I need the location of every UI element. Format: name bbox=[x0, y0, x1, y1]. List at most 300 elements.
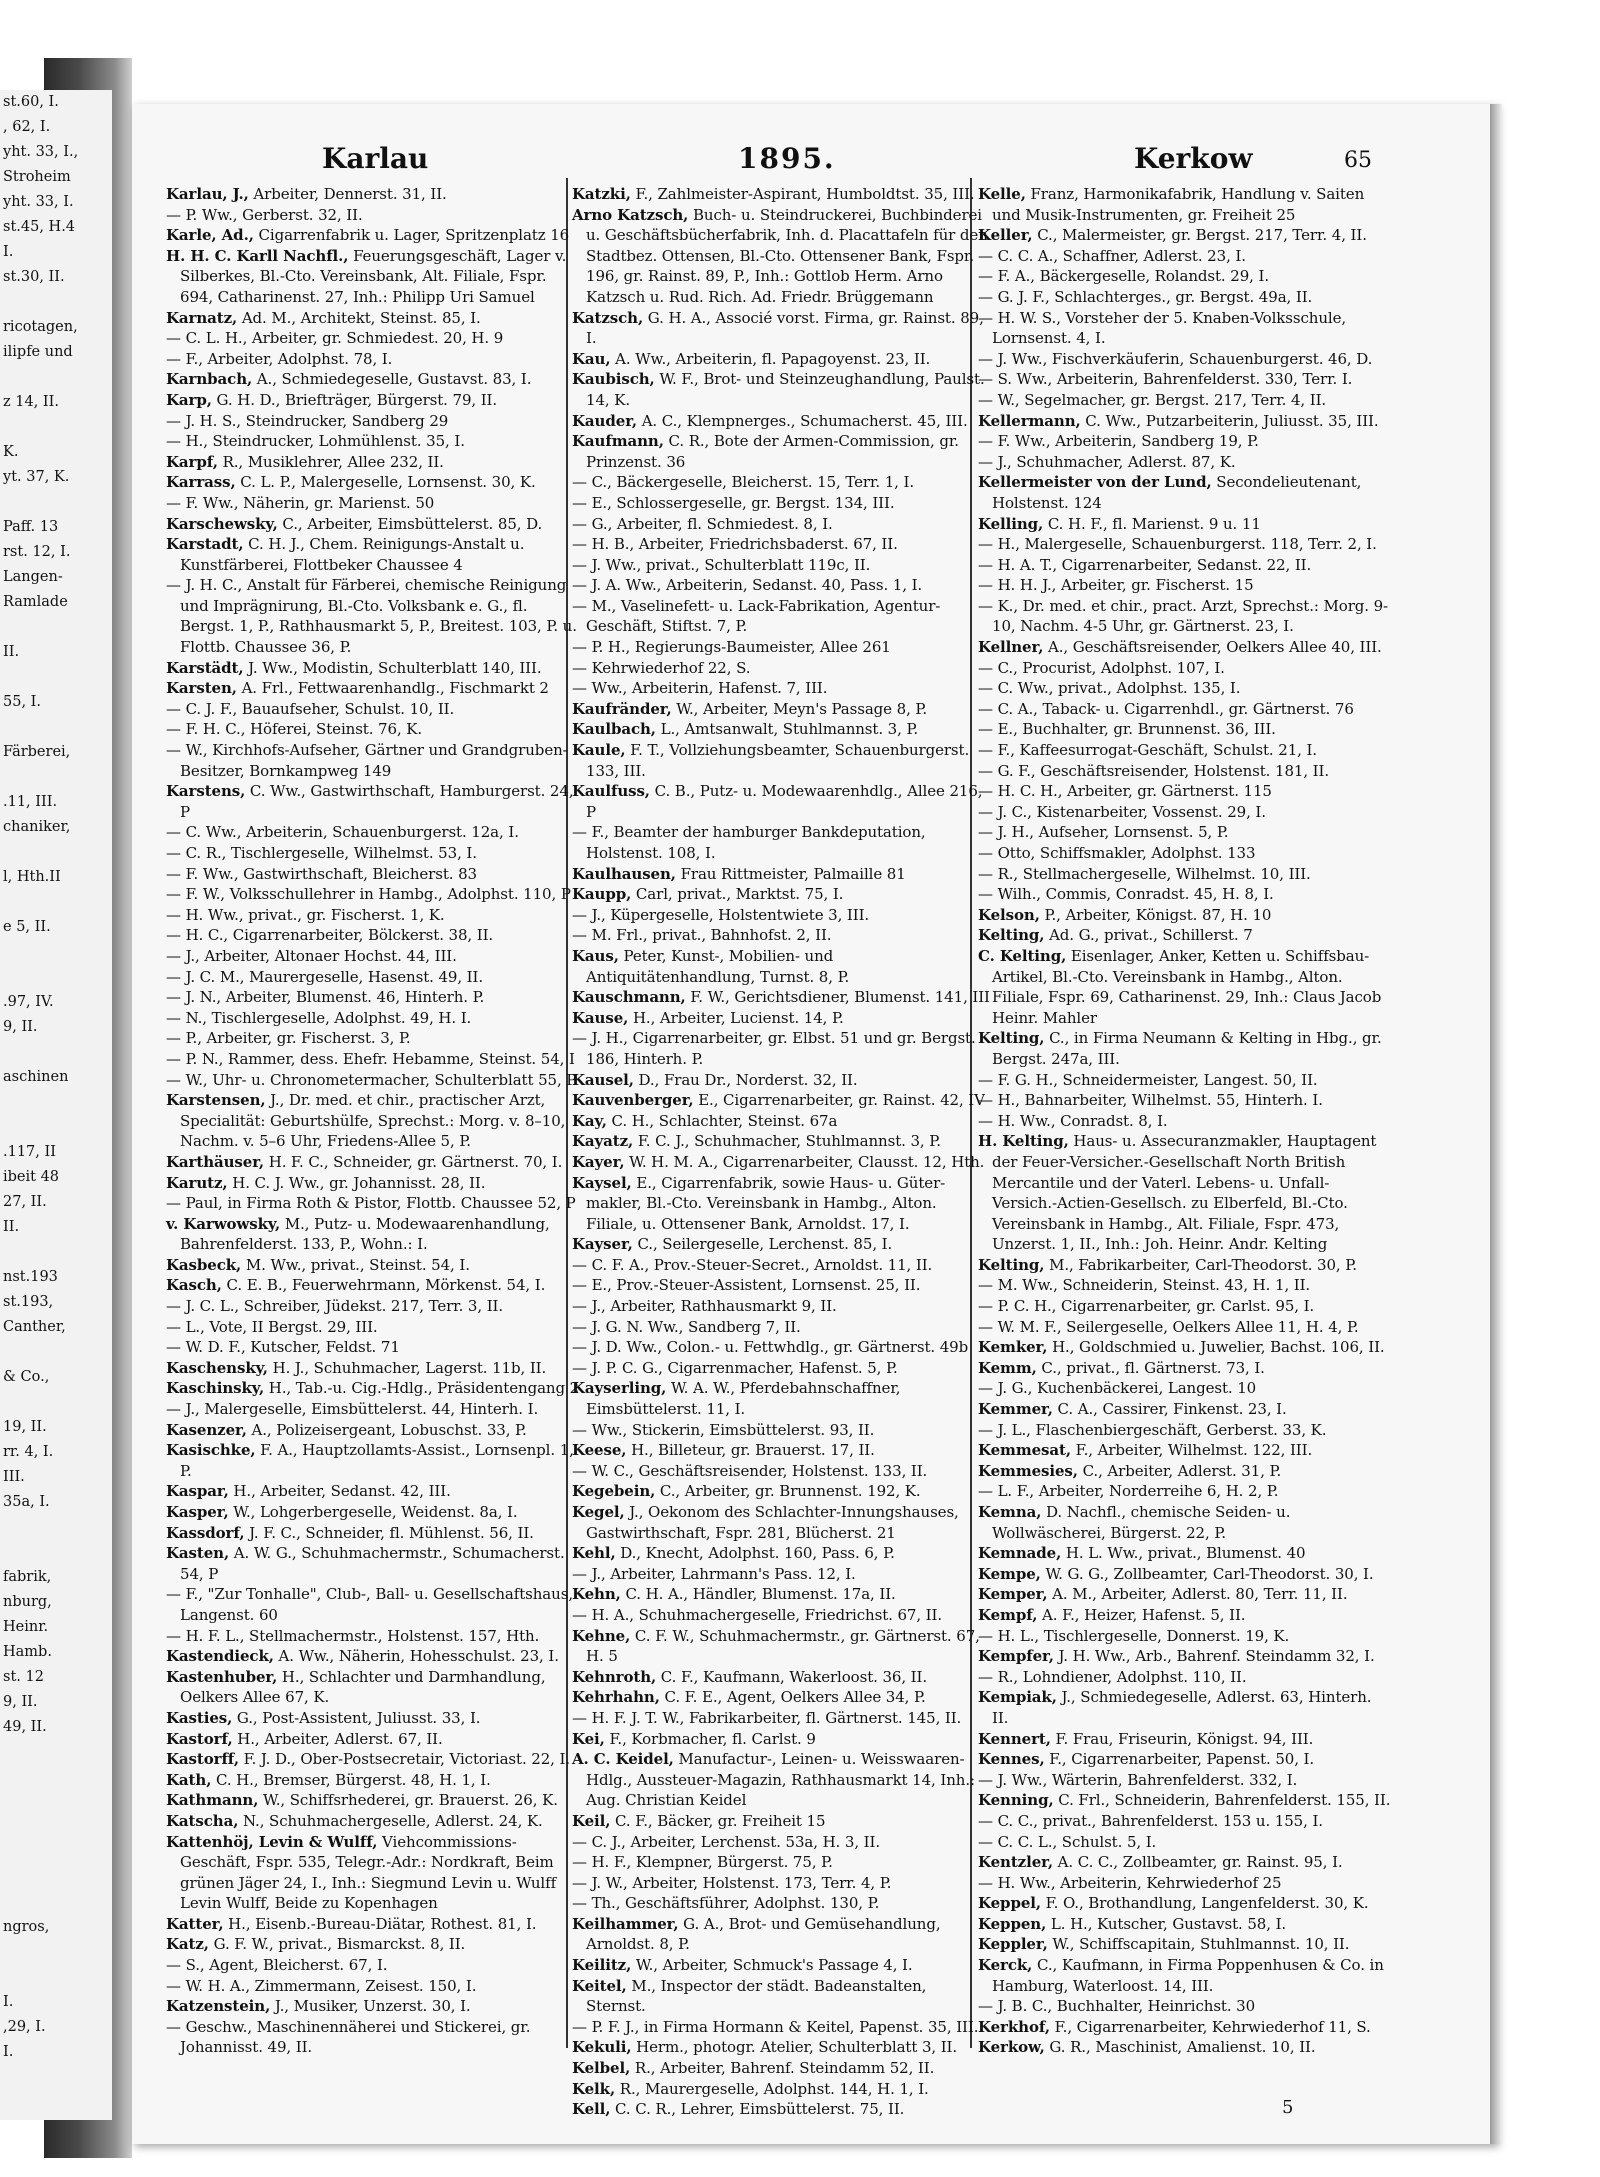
entry-details: — J. B. C., Buchhalter, Heinrichst. 30 bbox=[978, 1997, 1256, 2016]
previous-page-line: ilipfe und bbox=[3, 344, 73, 360]
directory-entry bbox=[572, 349, 990, 370]
entry-name: Katzenstein, bbox=[166, 1997, 271, 2016]
directory-entry bbox=[572, 1708, 990, 1729]
previous-page-line: nburg, bbox=[3, 1594, 52, 1610]
entry-details: — J. H. S., Steindrucker, Sandberg 29 bbox=[166, 411, 449, 430]
directory-entry bbox=[166, 1337, 584, 1358]
entry-details: — H., Bahnarbeiter, Wilhelmst. 55, Hinterh. I. bbox=[978, 1091, 1323, 1110]
directory-entry bbox=[572, 1317, 990, 1338]
entry-name: Kaule, bbox=[572, 741, 626, 760]
directory-entry bbox=[572, 1873, 990, 1894]
directory-entry bbox=[166, 308, 584, 329]
directory-entry bbox=[166, 390, 584, 411]
entry-details: C. Ww., Putzarbeiterin, Juliusst. 35, III. bbox=[1080, 411, 1379, 430]
previous-page-line bbox=[0, 940, 112, 965]
entry-details: C., in Firma Neumann & Kelting in Hbg., gr. Bergst. 247a, III. bbox=[992, 1029, 1382, 1068]
entry-details: C., Arbeiter, Adlerst. 31, P. bbox=[1077, 1461, 1282, 1480]
entry-details: H., Tab.-u. Cig.-Hdlg., Präsidentengang 2 bbox=[264, 1379, 580, 1398]
directory-entry bbox=[978, 1028, 1392, 1069]
entry-name: Karstens, bbox=[166, 782, 246, 801]
entry-details: P., Arbeiter, Königst. 87, H. 10 bbox=[1039, 905, 1272, 924]
entry-details: — F., Beamter der hamburger Bankdeputation, Holstenst. 108, I. bbox=[572, 823, 926, 862]
entry-name: H. H. C. Karll Nachfl., bbox=[166, 246, 349, 265]
previous-page-line: st.30, II. bbox=[3, 269, 65, 285]
previous-page-line: Canther, bbox=[3, 1319, 66, 1335]
directory-entry bbox=[978, 1749, 1392, 1770]
directory-entry bbox=[572, 1008, 990, 1029]
previous-page-line: I. bbox=[3, 244, 14, 260]
entry-name: A. C. Keidel, bbox=[572, 1750, 674, 1769]
directory-entry bbox=[572, 637, 990, 658]
entry-details: — Th., Geschäftsführer, Adolphst. 130, P. bbox=[572, 1894, 880, 1913]
entry-details: C. L. P., Malergeselle, Lornsenst. 30, K. bbox=[235, 473, 536, 492]
previous-page-line: .11, III. bbox=[3, 794, 58, 810]
directory-entry bbox=[572, 205, 990, 308]
directory-entry bbox=[978, 1934, 1392, 1955]
entry-name: Kayser, bbox=[572, 1235, 633, 1254]
directory-entry bbox=[572, 1687, 990, 1708]
entry-details: — E., Prov.-Steuer-Assistent, Lornsenst. 25, II. bbox=[572, 1276, 921, 1295]
directory-entry bbox=[572, 514, 990, 535]
entry-details: — J., Küpergeselle, Holstentwiete 3, III. bbox=[572, 905, 870, 924]
previous-page-line bbox=[0, 1890, 112, 1915]
entry-details: A. M., Arbeiter, Adlerst. 80, Terr. 11, II. bbox=[1047, 1585, 1348, 1604]
directory-entry bbox=[978, 1955, 1392, 1996]
directory-entry bbox=[978, 411, 1392, 432]
header-left-keyword: Karlau bbox=[322, 142, 429, 175]
entry-details: G. A., Brot- und Gemüsehandlung, Arnoldst. 8, P. bbox=[586, 1914, 941, 1954]
entry-details: — F. Ww., Näherin, gr. Marienst. 50 bbox=[166, 493, 435, 512]
entry-name: Kekuli, bbox=[572, 2038, 632, 2057]
previous-page-line bbox=[0, 1765, 112, 1790]
entry-details: — F. G. H., Schneidermeister, Langest. 50, II. bbox=[978, 1070, 1318, 1089]
directory-entry bbox=[572, 308, 990, 349]
entry-details: — R., Lohndiener, Adolphst. 110, II. bbox=[978, 1667, 1247, 1686]
entry-details: H. C. J. Ww., gr. Johannisst. 28, II. bbox=[227, 1173, 486, 1192]
entry-details: — H. B., Arbeiter, Friedrichsbaderst. 67, II. bbox=[572, 535, 898, 554]
page-number: 65 bbox=[1344, 148, 1372, 173]
directory-entry bbox=[572, 1914, 990, 1955]
directory-entry bbox=[978, 1440, 1392, 1461]
entry-details: — J. H., Aufseher, Lornsenst. 5, P. bbox=[978, 823, 1229, 842]
directory-entry bbox=[978, 1646, 1392, 1667]
previous-page-line: , 62, I. bbox=[3, 119, 51, 135]
entry-name: Kath, bbox=[166, 1770, 212, 1789]
entry-details: — F., "Zur Tonhalle", Club-, Ball- u. Gesellschaftshaus, Langenst. 60 bbox=[166, 1585, 573, 1624]
entry-details: — J. A. Ww., Arbeiterin, Sedanst. 40, Pass. 1, I. bbox=[572, 576, 923, 595]
directory-entry bbox=[978, 1317, 1392, 1338]
entry-name: Kemm, bbox=[978, 1358, 1037, 1377]
directory-entry bbox=[572, 699, 990, 720]
entry-details: — F. Ww., Gastwirthschaft, Bleicherst. 83 bbox=[166, 864, 477, 883]
previous-page-line bbox=[0, 415, 112, 440]
entry-name: Kaspar, bbox=[166, 1482, 229, 1501]
previous-page-line bbox=[0, 1815, 112, 1840]
entry-details: G. R., Maschinist, Amalienst. 10, II. bbox=[1044, 2038, 1316, 2057]
directory-entry bbox=[572, 1584, 990, 1605]
directory-entry bbox=[166, 1832, 584, 1914]
directory-entry bbox=[978, 740, 1392, 761]
entry-details: E., Cigarrenarbeiter, gr. Rainst. 42, IV bbox=[693, 1091, 985, 1110]
previous-page-line: rst. 12, I. bbox=[3, 544, 71, 560]
directory-entry bbox=[572, 1173, 990, 1235]
entry-details: Herm., photogr. Atelier, Schulterblatt 3, II. bbox=[631, 2038, 958, 2057]
directory-entry bbox=[166, 205, 584, 226]
entry-name: Kerck, bbox=[978, 1956, 1033, 1975]
previous-page-line: Stroheim bbox=[3, 169, 71, 185]
entry-details: — J. Ww., Wärterin, Bahrenfelderst. 332, I. bbox=[978, 1770, 1298, 1789]
directory-entry bbox=[978, 1626, 1392, 1647]
previous-page-line: rr. 4, I. bbox=[3, 1444, 54, 1460]
entry-name: Kaschensky, bbox=[166, 1358, 268, 1377]
entry-details: D. Nachfl., chemische Seiden- u. Wollwäscherei, Bürgerst. 22, P. bbox=[992, 1503, 1291, 1542]
entry-details: A., Schmiedegeselle, Gustavst. 83, I. bbox=[252, 370, 532, 389]
entry-name: Karsten, bbox=[166, 679, 237, 698]
column-3 bbox=[978, 184, 1392, 2057]
entry-details: C. B., Putz- u. Modewaarenhdlg., Allee 216, P bbox=[586, 782, 983, 821]
entry-details: — Geschw., Maschinennäherei und Stickerei, gr. Johannisst. 49, II. bbox=[166, 2017, 531, 2057]
directory-entry bbox=[166, 946, 584, 967]
directory-entry bbox=[978, 575, 1392, 596]
entry-details: A., Polizeisergeant, Lobuschst. 33, P. bbox=[246, 1420, 527, 1439]
entry-name: Kelting, bbox=[978, 1255, 1045, 1274]
directory-entry bbox=[572, 2079, 990, 2100]
directory-entry bbox=[978, 1667, 1392, 1688]
directory-entry bbox=[978, 1420, 1392, 1441]
directory-entry bbox=[978, 1255, 1392, 1276]
entry-details: Feuerungsgeschäft, Lager v. Silberkes, Bl.-Cto. Vereinsbank, Alt. Filiale, Fspr. 694, Catharinenst. 27, Inh.: Philipp Uri Samuel bbox=[180, 246, 567, 306]
entry-details: C. R., Bote der Armen-Commission, gr. Prinzenst. 36 bbox=[586, 432, 959, 471]
entry-name: Kayer, bbox=[572, 1152, 625, 1171]
entry-details: — W., Kirchhofs-Aufseher, Gärtner und Grandgruben-Besitzer, Bornkampweg 149 bbox=[166, 741, 568, 780]
directory-entry bbox=[166, 1378, 584, 1399]
directory-entry bbox=[166, 822, 584, 843]
entry-name: Katzki, bbox=[572, 185, 631, 203]
directory-entry bbox=[978, 266, 1392, 287]
directory-entry bbox=[166, 184, 584, 205]
directory-entry bbox=[572, 1893, 990, 1914]
directory-entry bbox=[572, 1152, 990, 1173]
entry-details: C. F., Bäcker, gr. Freiheit 15 bbox=[610, 1811, 826, 1830]
entry-details: F., Cigarrenarbeiter, Papenst. 50, I. bbox=[1044, 1750, 1315, 1769]
directory-entry bbox=[978, 1337, 1392, 1358]
directory-entry bbox=[166, 1976, 584, 1997]
previous-page-line: .97, IV. bbox=[3, 994, 54, 1010]
entry-name: Kasper, bbox=[166, 1503, 229, 1521]
directory-entry bbox=[166, 1646, 584, 1667]
entry-details: H., Arbeiter, Lucienst. 14, P. bbox=[628, 1008, 844, 1027]
entry-details: C. A., Cassirer, Finkenst. 23, I. bbox=[1052, 1400, 1287, 1419]
entry-details: — J., Schuhmacher, Adlerst. 87, K. bbox=[978, 452, 1236, 471]
directory-entry bbox=[572, 1955, 990, 1976]
directory-entry bbox=[166, 1070, 584, 1091]
entry-details: G. H. A., Associé vorst. Firma, gr. Rainst. 89, I. bbox=[586, 308, 984, 348]
entry-name: Kemper, bbox=[978, 1585, 1048, 1604]
directory-entry bbox=[572, 1090, 990, 1111]
entry-details: — C. F. A., Prov.-Steuer-Secret., Arnoldst. 11, II. bbox=[572, 1255, 933, 1274]
directory-entry bbox=[978, 596, 1392, 637]
directory-entry bbox=[978, 1852, 1392, 1873]
directory-entry bbox=[166, 967, 584, 988]
directory-entry bbox=[166, 781, 584, 822]
entry-name: Kastorff, bbox=[166, 1750, 239, 1769]
entry-details: — J. L., Flaschenbiergeschäft, Gerberst. 33, K. bbox=[978, 1420, 1327, 1439]
entry-name: Kenning, bbox=[978, 1791, 1054, 1810]
directory-entry bbox=[572, 575, 990, 596]
entry-name: Kasbeck, bbox=[166, 1255, 242, 1274]
directory-entry bbox=[166, 328, 584, 349]
entry-details: A. F., Heizer, Hafenst. 5, II. bbox=[1037, 1605, 1246, 1624]
entry-name: Kelson, bbox=[978, 905, 1040, 924]
directory-entry bbox=[978, 1564, 1392, 1585]
entry-details: — Kehrwiederhof 22, S. bbox=[572, 658, 751, 677]
entry-name: Kelling, bbox=[978, 514, 1044, 533]
entry-details: F. Frau, Friseurin, Königst. 94, III. bbox=[1050, 1729, 1314, 1748]
directory-entry bbox=[572, 1502, 990, 1543]
previous-page-line: yht. 33, I., bbox=[3, 144, 79, 160]
directory-entry bbox=[166, 1214, 584, 1255]
previous-page-line: z 14, II. bbox=[3, 394, 59, 410]
entry-details: — Wilh., Commis, Conradst. 45, H. 8, I. bbox=[978, 885, 1274, 904]
entry-details: Franz, Harmonikafabrik, Handlung v. Saiten und Musik-Instrumenten, gr. Freiheit 25 bbox=[992, 185, 1365, 224]
directory-entry bbox=[572, 1832, 990, 1853]
directory-entry bbox=[978, 514, 1392, 535]
entry-details: C., Kaufmann, in Firma Poppenhusen & Co. in Hamburg, Waterloost. 14, III. bbox=[992, 1956, 1384, 1995]
previous-page-line: nst.193 bbox=[3, 1269, 58, 1285]
entry-details: — N., Tischlergeselle, Adolphst. 49, H. I. bbox=[166, 1008, 472, 1027]
entry-name: Kasten, bbox=[166, 1544, 230, 1563]
directory-entry bbox=[978, 1502, 1392, 1543]
entry-name: Kaubisch, bbox=[572, 370, 655, 389]
entry-details: — S., Agent, Bleicherst. 67, I. bbox=[166, 1956, 388, 1975]
entry-details: Manufactur-, Leinen- u. Weisswaaren-Hdlg., Aussteuer-Magazin, Rathhausmarkt 14, Inh.: Aug. Christian Keidel bbox=[586, 1750, 975, 1810]
entry-details: — H. C. H., Arbeiter, gr. Gärtnerst. 115 bbox=[978, 782, 1272, 801]
entry-details: J. H. Ww., Arb., Bahrenf. Steindamm 32, I. bbox=[1053, 1647, 1375, 1666]
directory-entry bbox=[572, 1543, 990, 1564]
previous-page-line bbox=[0, 1840, 112, 1865]
directory-entry bbox=[978, 1914, 1392, 1935]
entry-details: Buch- u. Steindruckerei, Buchbinderei u. Geschäftsbücherfabrik, Inh. d. Placattafeln für den Stadtbez. Ottensen, Bl.-Cto. Ottensener Bank, Fspr. 196, gr. Rainst. 89, P., Inh.: Gottlob Herm. Arno Katzsch u. Rud. Rich. Ad. Friedr. Brüggemann bbox=[586, 205, 988, 306]
directory-entry bbox=[978, 390, 1392, 411]
previous-page-line: ngros, bbox=[3, 1919, 50, 1935]
entry-details: H., Eisenb.-Bureau-Diätar, Rothest. 81, I. bbox=[223, 1914, 537, 1933]
directory-entry bbox=[978, 369, 1392, 390]
directory-entry bbox=[572, 1729, 990, 1750]
previous-page-line: 19, II. bbox=[3, 1419, 47, 1435]
directory-entry bbox=[166, 1749, 584, 1770]
entry-details: W., Schiffsrhederei, gr. Brauerst. 26, K. bbox=[258, 1791, 558, 1810]
entry-details: — J. Ww., privat., Schulterblatt 119c, II. bbox=[572, 555, 871, 574]
directory-entry bbox=[166, 246, 584, 308]
entry-name: Kehne, bbox=[572, 1626, 631, 1645]
entry-details: F. A., Hauptzollamts-Assist., Lornsenpl. 1, P. bbox=[180, 1441, 574, 1480]
signature-mark: 5 bbox=[1282, 2097, 1294, 2118]
directory-entry bbox=[978, 287, 1392, 308]
directory-entry bbox=[572, 905, 990, 926]
directory-entry bbox=[572, 1358, 990, 1379]
entry-name: Keil, bbox=[572, 1811, 611, 1830]
previous-page-line: 9, II. bbox=[3, 1019, 38, 1035]
entry-details: — W. C., Geschäftsreisender, Holstenst. 133, II. bbox=[572, 1461, 928, 1480]
directory-entry bbox=[572, 1667, 990, 1688]
entry-name: Kempf, bbox=[978, 1605, 1038, 1624]
entry-name: Kaufmann, bbox=[572, 432, 664, 451]
directory-entry bbox=[166, 864, 584, 885]
previous-page-line bbox=[0, 1515, 112, 1540]
directory-entry bbox=[166, 1955, 584, 1976]
entry-name: Kellner, bbox=[978, 638, 1044, 657]
entry-details: C., Seilergeselle, Lerchenst. 85, I. bbox=[632, 1235, 893, 1254]
entry-details: H., Goldschmied u. Juwelier, Bachst. 106, II. bbox=[1047, 1338, 1385, 1357]
entry-details: — H. F., Klempner, Bürgerst. 75, P. bbox=[572, 1853, 833, 1872]
directory-entry bbox=[166, 1502, 584, 1523]
entry-details: — H. A., Schuhmachergeselle, Friedrichst. 67, II. bbox=[572, 1605, 943, 1624]
entry-name: Karutz, bbox=[166, 1173, 228, 1192]
entry-name: Kaulbach, bbox=[572, 720, 656, 739]
entry-name: Kauschmann, bbox=[572, 988, 686, 1007]
directory-entry bbox=[166, 699, 584, 720]
entry-name: Keilhammer, bbox=[572, 1914, 679, 1933]
previous-page-line: III. bbox=[3, 1469, 25, 1485]
directory-entry bbox=[572, 184, 990, 205]
directory-entry bbox=[572, 596, 990, 637]
entry-details: — G., Arbeiter, fl. Schmiedest. 8, I. bbox=[572, 514, 833, 533]
entry-name: Kellermeister von der Lund, bbox=[978, 473, 1212, 492]
entry-name: Kastenhuber, bbox=[166, 1667, 278, 1686]
entry-details: A. W. G., Schuhmachermstr., Schumacherst. 54, P bbox=[180, 1544, 565, 1583]
directory-entry bbox=[166, 1543, 584, 1584]
entry-details: A., Geschäftsreisender, Oelkers Allee 40, III. bbox=[1043, 638, 1382, 657]
entry-details: C., Arbeiter, gr. Brunnenst. 192, K. bbox=[655, 1482, 921, 1501]
directory-entry bbox=[572, 493, 990, 514]
entry-details: M., Fabrikarbeiter, Carl-Theodorst. 30, P. bbox=[1044, 1255, 1357, 1274]
directory-entry bbox=[572, 822, 990, 863]
previous-page-line: II. bbox=[3, 644, 20, 660]
entry-details: — K., Dr. med. et chir., pract. Arzt, Sprechst.: Morg. 9-10, Nachm. 4-5 Uhr, gr. Gärtnerst. 23, I. bbox=[978, 596, 1389, 636]
entry-details: M., Inspector der städt. Badeanstalten, Sternst. bbox=[586, 1976, 927, 2016]
entry-details: — J., Malergeselle, Eimsbüttelerst. 44, Hinterh. I. bbox=[166, 1400, 539, 1419]
entry-details: C., privat., fl. Gärtnerst. 73, I. bbox=[1036, 1358, 1265, 1377]
entry-details: W. H. M. A., Cigarrenarbeiter, Clausst. 12, Hth. bbox=[624, 1152, 985, 1171]
entry-details: — Ww., Arbeiterin, Hafenst. 7, III. bbox=[572, 679, 828, 698]
entry-name: Keitel, bbox=[572, 1976, 627, 1995]
entry-details: — R., Stellmachergeselle, Wilhelmst. 10, III. bbox=[978, 864, 1311, 883]
directory-entry bbox=[166, 1934, 584, 1955]
entry-details: Haus- u. Assecuranzmakler, Hauptagent der Feuer-Versicher.-Gesellschaft North British Mercantile und der Vaterl. Lebens- u. Unfall-Versich.-Actien-Gesellsch. zu Elberfeld, Bl.-Cto. Vereinsbank in Hambg., Alt. Filiale, Fspr. 473, Unzerst. 1, II., Inh.: Joh. Heinr. Andr. Kelting bbox=[992, 1132, 1377, 1254]
directory-entry bbox=[166, 678, 584, 699]
entry-details: — J., Arbeiter, Altonaer Hochst. 44, III. bbox=[166, 946, 457, 965]
directory-entry bbox=[978, 1070, 1392, 1091]
entry-name: Kaufränder, bbox=[572, 699, 672, 718]
entry-details: D., Frau Dr., Norderst. 32, II. bbox=[633, 1070, 858, 1089]
directory-entry bbox=[978, 2017, 1392, 2038]
entry-details: G. H. D., Briefträger, Bürgerst. 79, II. bbox=[211, 390, 498, 409]
entry-name: Kemmesat, bbox=[978, 1441, 1071, 1460]
directory-entry bbox=[166, 1770, 584, 1791]
directory-entry bbox=[572, 1852, 990, 1873]
entry-details: H., Billeteur, gr. Brauerst. 17, II. bbox=[626, 1441, 875, 1460]
directory-entry bbox=[978, 1358, 1392, 1379]
directory-entry bbox=[166, 1440, 584, 1481]
entry-details: H., Schlachter und Darmhandlung, Oelkers Allee 67, K. bbox=[180, 1667, 546, 1707]
directory-entry bbox=[978, 1296, 1392, 1317]
entry-name: Kell, bbox=[572, 2100, 611, 2119]
entry-details: — P., Arbeiter, gr. Fischerst. 3, P. bbox=[166, 1029, 411, 1048]
entry-details: — J. Ww., Fischverkäuferin, Schauenburgerst. 46, D. bbox=[978, 349, 1373, 368]
entry-details: Ad. G., privat., Schillerst. 7 bbox=[1044, 926, 1253, 945]
entry-details: — H. Ww., privat., gr. Fischerst. 1, K. bbox=[166, 905, 445, 924]
directory-entry bbox=[572, 1234, 990, 1255]
entry-details: C. H., Schlachter, Steinst. 67a bbox=[606, 1111, 838, 1130]
entry-details: F., Korbmacher, fl. Carlst. 9 bbox=[604, 1729, 816, 1748]
entry-name: H. Kelting, bbox=[978, 1132, 1069, 1151]
entry-details: J., Musiker, Unzerst. 30, I. bbox=[270, 1997, 471, 2016]
entry-details: H. L. Ww., privat., Blumenst. 40 bbox=[1061, 1544, 1306, 1563]
entry-details: — H. H. J., Arbeiter, gr. Fischerst. 15 bbox=[978, 576, 1254, 595]
previous-page-line bbox=[0, 1240, 112, 1265]
previous-page-line: Paff. 13 bbox=[3, 519, 59, 535]
directory-entry bbox=[166, 884, 584, 905]
directory-entry bbox=[978, 637, 1392, 658]
directory-entry bbox=[166, 1729, 584, 1750]
entry-name: Kelting, bbox=[978, 1029, 1045, 1048]
previous-page-line: ,29, I. bbox=[3, 2019, 46, 2035]
directory-entry bbox=[978, 761, 1392, 782]
entry-details: W., Arbeiter, Meyn's Passage 8, P. bbox=[671, 699, 928, 718]
previous-page-line: yt. 37, K. bbox=[3, 469, 70, 485]
entry-name: Kehn, bbox=[572, 1585, 621, 1604]
directory-entry bbox=[572, 1131, 990, 1152]
entry-details: L. H., Kutscher, Gustavst. 58, I. bbox=[1046, 1914, 1287, 1933]
directory-entry bbox=[572, 1605, 990, 1626]
directory-entry bbox=[978, 1605, 1392, 1626]
directory-entry bbox=[978, 925, 1392, 946]
entry-details: W., Lohgerbergeselle, Weidenst. 8a, I. bbox=[228, 1503, 518, 1521]
previous-page-line: st.45, H.4 bbox=[3, 219, 76, 235]
entry-details: — J. C., Kistenarbeiter, Vossenst. 29, I. bbox=[978, 802, 1266, 821]
directory-entry bbox=[978, 1090, 1392, 1111]
directory-entry bbox=[166, 369, 584, 390]
entry-details: W., Schiffscapitain, Stuhlmannst. 10, II. bbox=[1047, 1935, 1350, 1954]
entry-details: — Otto, Schiffsmakler, Adolphst. 133 bbox=[978, 844, 1256, 862]
entry-details: W., Arbeiter, Schmuck's Passage 4, I. bbox=[631, 1956, 913, 1975]
entry-name: Karlau, J., bbox=[166, 185, 249, 203]
directory-entry bbox=[978, 1687, 1392, 1728]
directory-entry bbox=[572, 1481, 990, 1502]
directory-entry bbox=[572, 369, 990, 410]
entry-details: C. C. R., Lehrer, Eimsbüttelerst. 75, II. bbox=[610, 2100, 905, 2119]
entry-details: — F. H. C., Höferei, Steinst. 76, K. bbox=[166, 720, 423, 739]
previous-page-line: 27, II. bbox=[3, 1194, 47, 1210]
directory-entry bbox=[572, 925, 990, 946]
entry-details: C. H. J., Chem. Reinigungs-Anstalt u. Kunstfärberei, Flottbeker Chaussee 4 bbox=[180, 535, 525, 574]
entry-name: Kastorf, bbox=[166, 1729, 233, 1748]
directory-entry bbox=[978, 1378, 1392, 1399]
entry-name: Kassdorf, bbox=[166, 1523, 245, 1542]
entry-details: H., Arbeiter, Adlerst. 67, II. bbox=[232, 1729, 443, 1748]
directory-entry bbox=[572, 1275, 990, 1296]
header-year: 1895. bbox=[738, 142, 836, 175]
directory-entry bbox=[572, 719, 990, 740]
entry-details: — L. F., Arbeiter, Norderreihe 6, H. 2, P. bbox=[978, 1482, 1279, 1501]
entry-details: C. H., Bremser, Bürgerst. 48, H. 1, I. bbox=[211, 1770, 491, 1789]
entry-details: J., Schmiedegeselle, Adlerst. 63, Hinterh. II. bbox=[992, 1688, 1372, 1727]
directory-entry bbox=[166, 472, 584, 493]
entry-details: — J. G. N. Ww., Sandberg 7, II. bbox=[572, 1317, 801, 1336]
entry-details: — M., Vaselinefett- u. Lack-Fabrikation, Agentur-Geschäft, Stiftst. 7, P. bbox=[572, 596, 941, 636]
entry-details: W. F., Brot- und Steinzeughandlung, Paulst. 14, K. bbox=[586, 370, 985, 409]
entry-details: A. Ww., Arbeiterin, fl. Papagoyenst. 23, II. bbox=[610, 349, 931, 368]
